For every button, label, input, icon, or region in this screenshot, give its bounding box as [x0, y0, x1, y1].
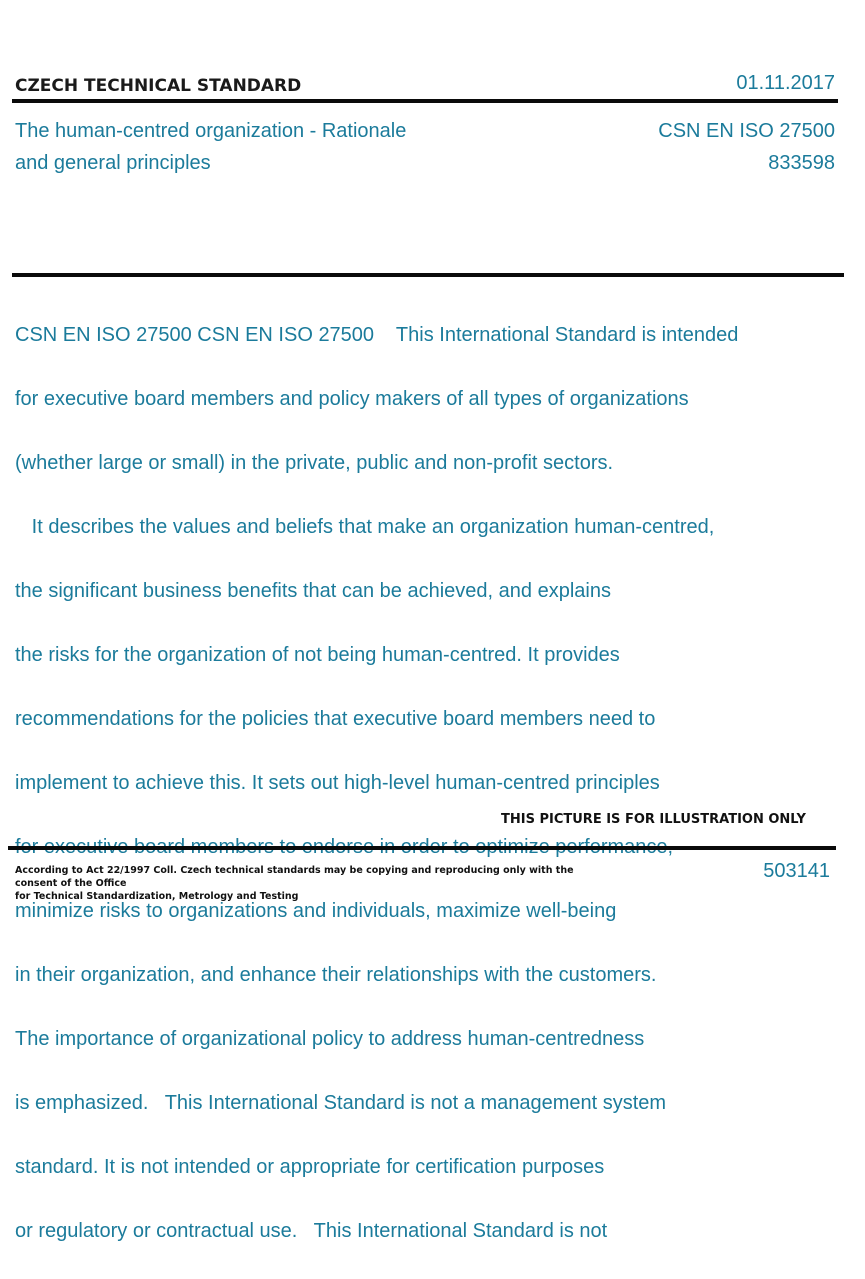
standard-title-line-1: The human-centred organization - Rationale [15, 120, 407, 142]
standard-identifiers [658, 115, 835, 179]
standard-abstract [15, 287, 815, 1279]
abstract-line: in their organization, and enhance their relationships with the customers. [15, 964, 657, 986]
abstract-line: is emphasized. This International Standard is not a management system [15, 1092, 667, 1114]
document-heading: CZECH TECHNICAL STANDARD [15, 76, 302, 96]
abstract-line: for executive board members and policy makers of all types of organizations [15, 388, 689, 410]
catalog-id: 833598 [768, 152, 835, 174]
copyright-note-line-2: for Technical Standardization, Metrology and Testing [15, 891, 299, 902]
abstract-line: CSN EN ISO 27500 CSN EN ISO 27500 This International Standard is intended [15, 324, 739, 346]
abstract-line: the significant business benefits that can be achieved, and explains [15, 580, 611, 602]
standard-title-line-2: and general principles [15, 152, 211, 174]
standard-title [15, 115, 475, 179]
abstract-line: standard. It is not intended or appropriate for certification purposes [15, 1156, 605, 1178]
standard-number: CSN EN ISO 27500 [658, 120, 835, 142]
header-divider [12, 99, 838, 103]
abstract-line: It describes the values and beliefs that make an organization human-centred, [15, 516, 715, 538]
abstract-line: recommendations for the policies that executive board members need to [15, 708, 656, 730]
abstract-line: The importance of organizational policy to address human-centredness [15, 1028, 645, 1050]
illustration-notice: THIS PICTURE IS FOR ILLUSTRATION ONLY [501, 812, 806, 827]
abstract-line: the risks for the organization of not being human-centred. It provides [15, 644, 620, 666]
section-divider [12, 273, 844, 277]
abstract-line: implement to achieve this. It sets out high-level human-centred principles [15, 772, 660, 794]
copyright-note-line-1: According to Act 22/1997 Coll. Czech technical standards may be copying and reproducing only with the consent of the Office [15, 865, 574, 889]
publication-date: 01.11.2017 [736, 72, 835, 94]
abstract-line: or regulatory or contractual use. This International Standard is not [15, 1220, 608, 1242]
copyright-note [15, 864, 595, 903]
abstract-line: minimize risks to organizations and individuals, maximize well-being [15, 900, 617, 922]
document-code: 503141 [763, 860, 830, 882]
abstract-line: (whether large or small) in the private, public and non-profit sectors. [15, 452, 614, 474]
footer-divider [8, 846, 836, 850]
